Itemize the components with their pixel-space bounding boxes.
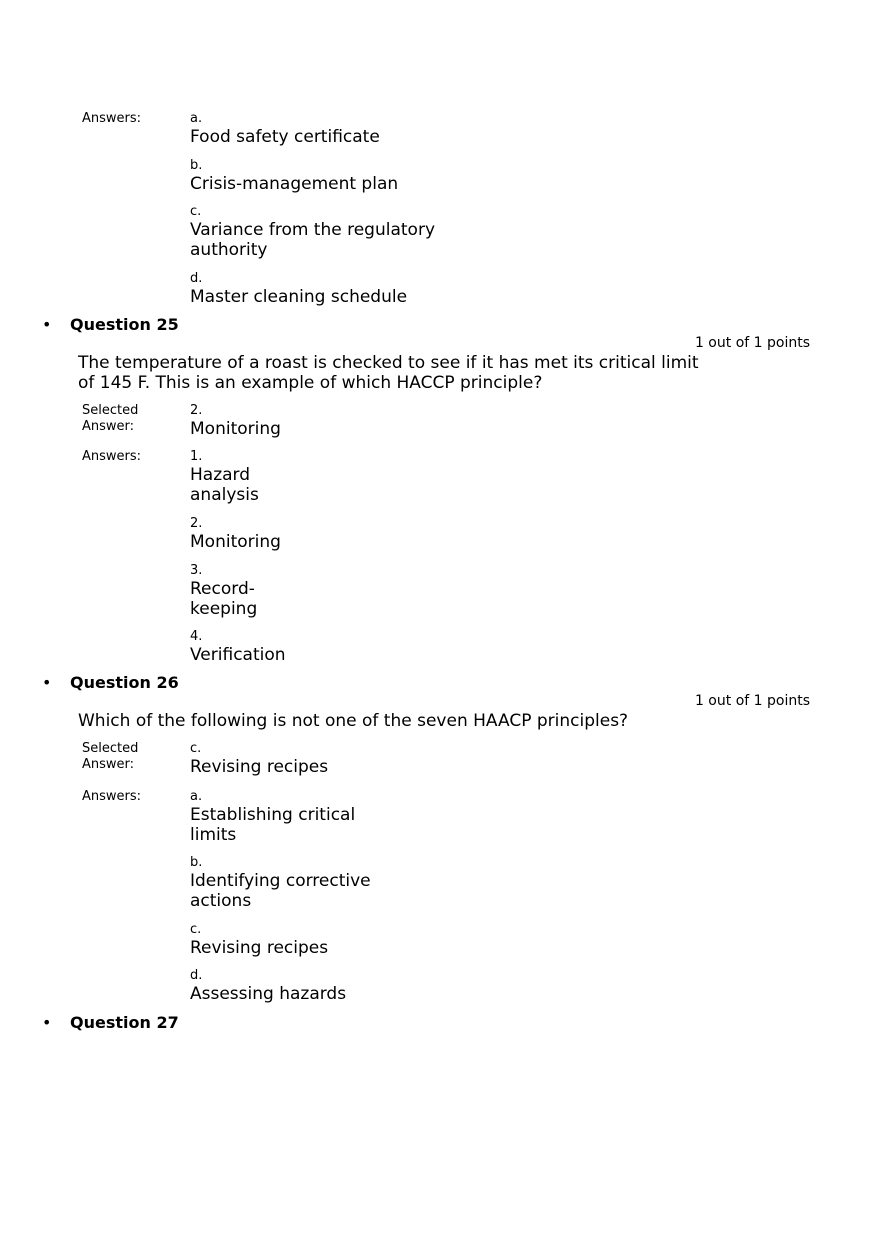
answers-label: Answers:: [82, 789, 142, 804]
answer-option-letter: a.: [190, 111, 203, 126]
question-text-line: of 145 F. This is an example of which HACCP principle?: [78, 373, 543, 393]
answer-option-letter: 1.: [190, 449, 203, 464]
selected-answer-letter: 2.: [190, 403, 203, 418]
answer-option-letter: 4.: [190, 629, 203, 644]
answer-option-letter: b.: [190, 158, 203, 173]
answer-option-text: Monitoring: [190, 532, 281, 552]
answer-option-letter: c.: [190, 922, 202, 937]
answer-option-text: Master cleaning schedule: [190, 287, 408, 307]
question-points: 1 out of 1 points: [694, 335, 810, 351]
question-text-line: Which of the following is not one of the seven HAACP principles?: [78, 711, 629, 731]
answer-option: [190, 629, 286, 665]
answers-label: Answers:: [82, 449, 142, 464]
answer-option-text: Variance from the regulatory: [190, 220, 436, 240]
answer-option-letter: d.: [190, 968, 203, 983]
question-text-line: The temperature of a roast is checked to see if it has met its critical limit: [78, 353, 699, 373]
question-title: Question 26: [70, 673, 179, 692]
answer-option-text: Revising recipes: [190, 938, 329, 958]
bullet-icon: •: [42, 673, 52, 692]
question-text: [78, 711, 628, 731]
question-points: 1 out of 1 points: [694, 693, 810, 709]
answer-option: [190, 922, 328, 958]
answer-option-text: Verification: [190, 645, 286, 665]
answer-option: [190, 968, 346, 1004]
answer-option-text: authority: [190, 240, 268, 260]
answer-option-letter: b.: [190, 855, 203, 870]
answer-option: [190, 516, 281, 552]
answer-option-letter: c.: [190, 204, 202, 219]
answer-option: [190, 111, 380, 147]
selected-answer-label: Selected Answer:: [82, 403, 139, 434]
answers-label: Answers:: [82, 111, 142, 126]
answer-option: [190, 204, 435, 260]
answer-option-text: Food safety certificate: [190, 127, 380, 147]
answer-option: [190, 271, 407, 307]
question-text: [78, 353, 699, 393]
answer-option: [190, 789, 355, 845]
selected-answer-text: Monitoring: [190, 419, 281, 439]
answer-option-letter: a.: [190, 789, 203, 804]
selected-answer-letter: c.: [190, 741, 202, 756]
selected-answer: [190, 741, 328, 777]
answer-option: [190, 158, 398, 194]
selected-answer-label: Selected Answer:: [82, 741, 139, 772]
bullet-icon: •: [42, 315, 52, 334]
answer-option-text: limits: [190, 825, 237, 845]
answer-option-letter: 2.: [190, 516, 203, 531]
answer-option-letter: 3.: [190, 563, 203, 578]
answer-option-text: Record-: [190, 579, 255, 599]
answer-option-text: Establishing critical: [190, 805, 356, 825]
answer-option-text: Assessing hazards: [190, 984, 347, 1004]
selected-answer: [190, 403, 281, 439]
answer-option-text: actions: [190, 891, 252, 911]
answer-option-text: Identifying corrective: [190, 871, 371, 891]
answer-option-text: Crisis-management plan: [190, 174, 399, 194]
question-title: Question 25: [70, 315, 179, 334]
answer-option-text: keeping: [190, 599, 258, 619]
answer-option-letter: d.: [190, 271, 203, 286]
answer-option: [190, 563, 257, 619]
answer-option: [190, 855, 371, 911]
answer-option: [190, 449, 259, 505]
question-title: Question 27: [70, 1013, 179, 1032]
answer-option-text: analysis: [190, 485, 259, 505]
answer-option-text: Hazard: [190, 465, 251, 485]
bullet-icon: •: [42, 1013, 52, 1032]
selected-answer-text: Revising recipes: [190, 757, 329, 777]
